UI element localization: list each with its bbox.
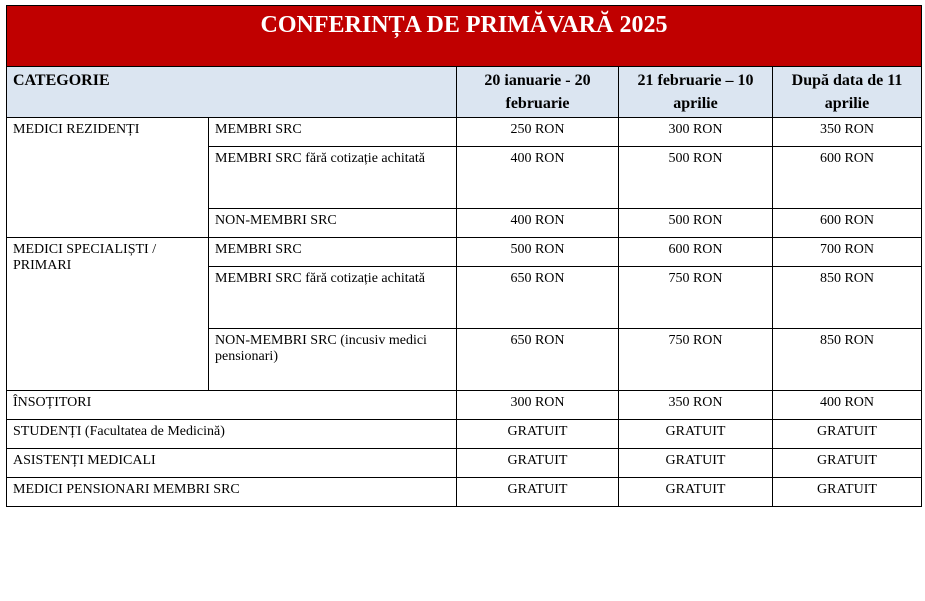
table-row — [7, 478, 922, 507]
price-cell: 250 RON — [457, 118, 619, 147]
title-row — [7, 6, 922, 67]
price-cell: 700 RON — [773, 238, 922, 267]
price-cell: 500 RON — [457, 238, 619, 267]
subcategory-label: MEMBRI SRC fără cotizație achitată — [209, 267, 457, 329]
category-rezidenti: MEDICI REZIDENȚI — [7, 118, 209, 238]
category-label: MEDICI PENSIONARI MEMBRI SRC — [7, 478, 457, 507]
subcategory-label: NON-MEMBRI SRC (incusiv medici pensionari) — [209, 329, 457, 391]
price-cell: GRATUIT — [619, 478, 773, 507]
price-cell: GRATUIT — [773, 420, 922, 449]
price-cell: 600 RON — [773, 147, 922, 209]
price-cell: 650 RON — [457, 267, 619, 329]
subcategory-label: NON-MEMBRI SRC — [209, 209, 457, 238]
table-row — [7, 449, 922, 478]
price-cell: 350 RON — [773, 118, 922, 147]
table-row — [7, 391, 922, 420]
price-cell: 750 RON — [619, 329, 773, 391]
price-cell: 850 RON — [773, 329, 922, 391]
table-row — [7, 420, 922, 449]
price-cell: 750 RON — [619, 267, 773, 329]
subcategory-label: MEMBRI SRC fără cotizație achitată — [209, 147, 457, 209]
price-cell: 400 RON — [457, 147, 619, 209]
category-specialisti: MEDICI SPECIALIȘTI / PRIMARI — [7, 238, 209, 391]
price-cell: 300 RON — [619, 118, 773, 147]
price-cell: 300 RON — [457, 391, 619, 420]
header-period-1: 20 ianuarie - 20 februarie — [457, 67, 619, 118]
header-row — [7, 67, 922, 118]
price-cell: GRATUIT — [619, 449, 773, 478]
price-cell: 400 RON — [457, 209, 619, 238]
price-cell: GRATUIT — [773, 449, 922, 478]
header-period-2: 21 februarie – 10 aprilie — [619, 67, 773, 118]
table-row — [7, 118, 922, 147]
pricing-document — [6, 5, 921, 507]
subcategory-label: MEMBRI SRC — [209, 238, 457, 267]
category-label: ASISTENȚI MEDICALI — [7, 449, 457, 478]
category-label: STUDENȚI (Facultatea de Medicină) — [7, 420, 457, 449]
header-period-3: După data de 11 aprilie — [773, 67, 922, 118]
price-cell: GRATUIT — [457, 478, 619, 507]
header-category: CATEGORIE — [7, 67, 457, 118]
price-cell: 850 RON — [773, 267, 922, 329]
price-cell: 350 RON — [619, 391, 773, 420]
price-cell: GRATUIT — [619, 420, 773, 449]
price-cell: 400 RON — [773, 391, 922, 420]
subcategory-label: MEMBRI SRC — [209, 118, 457, 147]
table-row — [7, 238, 922, 267]
category-label: ÎNSOȚITORI — [7, 391, 457, 420]
page-title: CONFERINȚA DE PRIMĂVARĂ 2025 — [7, 6, 922, 67]
pricing-table — [6, 5, 922, 507]
price-cell: 600 RON — [619, 238, 773, 267]
price-cell: GRATUIT — [773, 478, 922, 507]
price-cell: 650 RON — [457, 329, 619, 391]
price-cell: 500 RON — [619, 209, 773, 238]
price-cell: 500 RON — [619, 147, 773, 209]
price-cell: GRATUIT — [457, 420, 619, 449]
price-cell: 600 RON — [773, 209, 922, 238]
price-cell: GRATUIT — [457, 449, 619, 478]
